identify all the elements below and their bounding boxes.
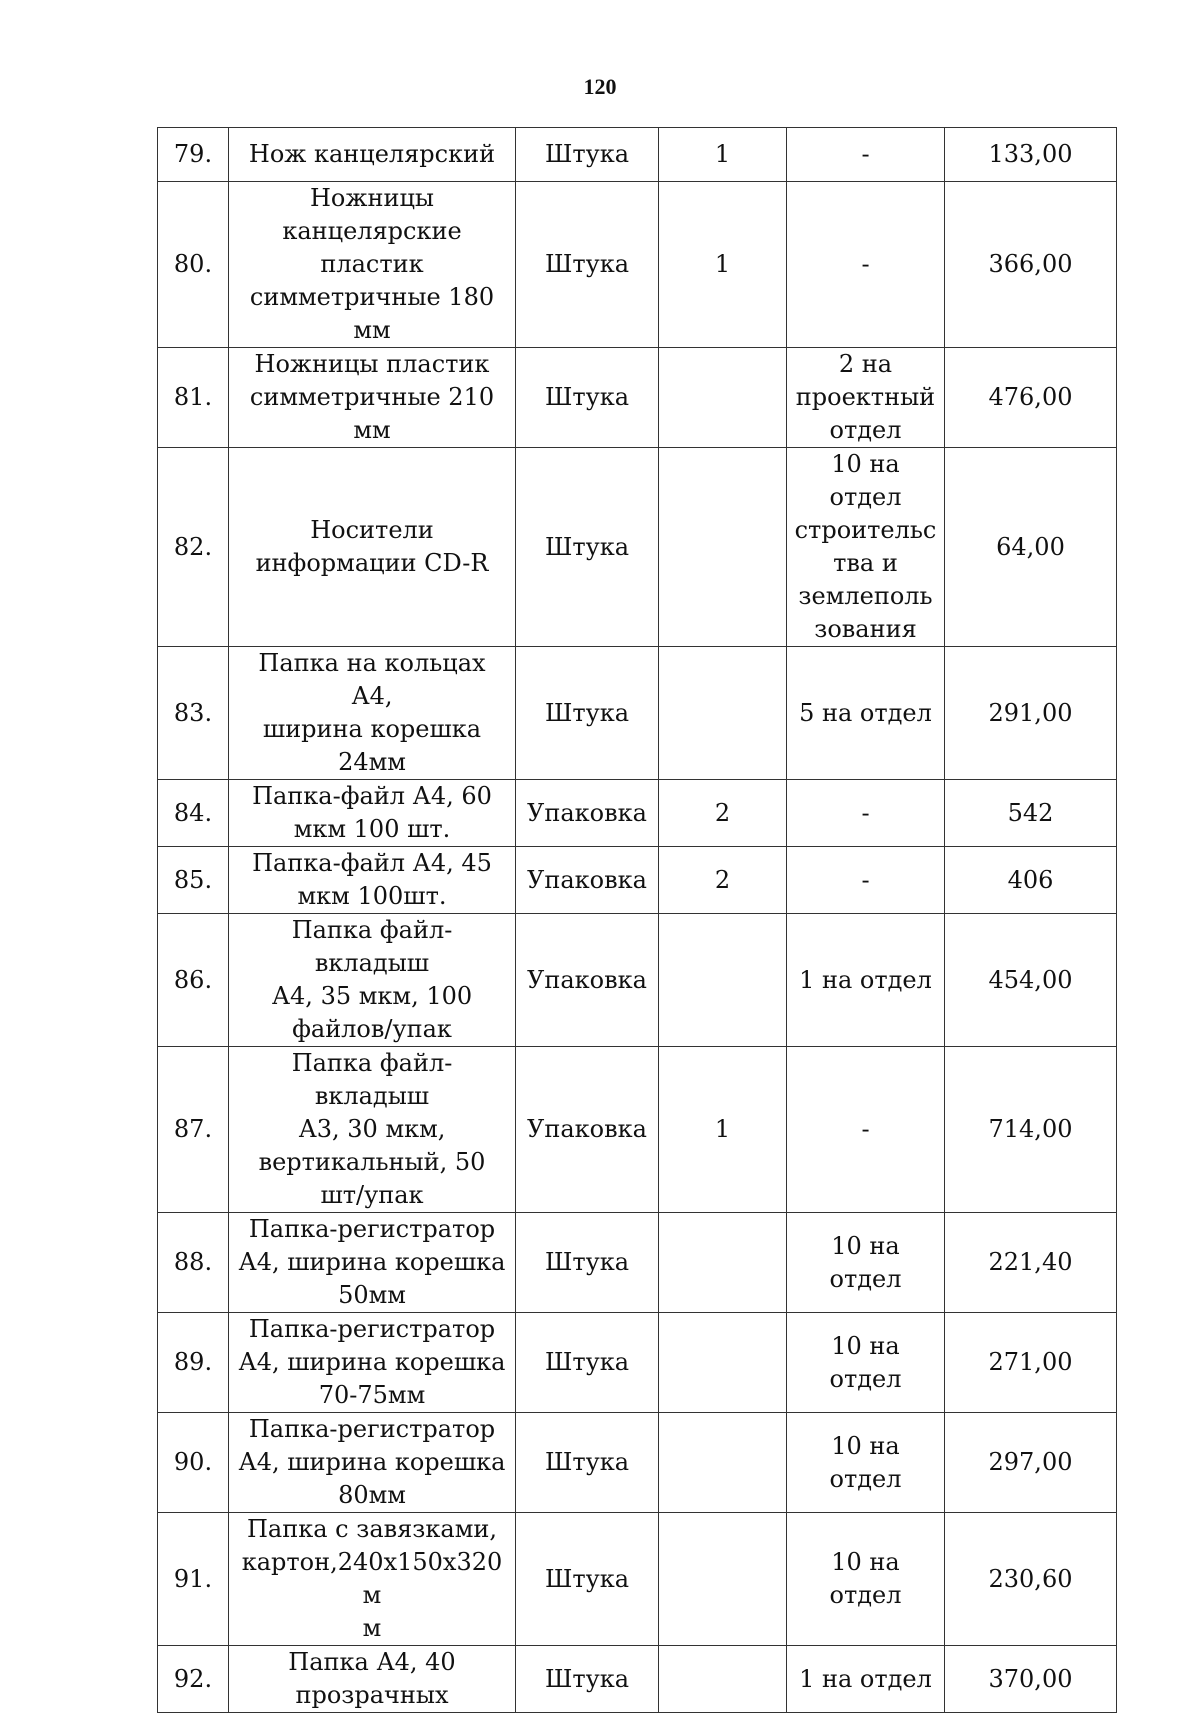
table-body (158, 128, 1117, 1713)
item-name-line: канцелярские (282, 217, 462, 245)
item-name-line: ширина корешка (262, 715, 482, 743)
norm-note-line: - (861, 250, 870, 278)
quantity (659, 448, 787, 647)
unit: Штука (516, 1513, 659, 1646)
unit: Упаковка (516, 847, 659, 914)
item-name-line: Папка файл-вкладыш (291, 1049, 453, 1110)
row-number: 91. (158, 1513, 229, 1646)
item-name-line: мм (353, 416, 391, 444)
item-name-line: А4, ширина корешка (238, 1448, 506, 1476)
norm-note (787, 1313, 945, 1413)
norm-note-line: землеполь (798, 582, 933, 610)
unit: Штука (516, 1413, 659, 1513)
item-name-line: Ножницы (310, 184, 434, 212)
item-name-line: Папка-регистратор (248, 1415, 496, 1443)
norm-note (787, 914, 945, 1047)
norm-note (787, 1213, 945, 1313)
item-name-line: 24мм (338, 748, 406, 776)
quantity (659, 1513, 787, 1646)
item-name-line: Ножницы пластик (254, 350, 490, 378)
item-name-line: мм (353, 316, 391, 344)
norm-note (787, 847, 945, 914)
item-name-line: Папка-регистратор (248, 1315, 496, 1343)
price: 542 (945, 780, 1117, 847)
norm-note-line: 2 на (838, 350, 893, 378)
price: 221,40 (945, 1213, 1117, 1313)
quantity (659, 1646, 787, 1713)
quantity (659, 1313, 787, 1413)
norm-note (787, 647, 945, 780)
table-row (158, 182, 1117, 348)
table-row (158, 448, 1117, 647)
item-name (229, 348, 516, 448)
item-name-line: вертикальный, 50 (258, 1148, 486, 1176)
table-row (158, 348, 1117, 448)
price: 370,00 (945, 1646, 1117, 1713)
norm-note-line: отдел (829, 1264, 902, 1293)
item-name (229, 1646, 516, 1713)
item-name (229, 1047, 516, 1213)
item-name-line: Папка файл-вкладыш (291, 916, 453, 977)
price: 406 (945, 847, 1117, 914)
unit: Упаковка (516, 780, 659, 847)
norm-note-line: 1 на отдел (799, 1664, 932, 1693)
item-name (229, 128, 516, 182)
row-number: 92. (158, 1646, 229, 1713)
item-name-line: Папка на кольцах А4, (258, 649, 486, 710)
row-number: 84. (158, 780, 229, 847)
price: 291,00 (945, 647, 1117, 780)
item-name-line: прозрачных (295, 1681, 449, 1709)
norm-note-line: зования (814, 615, 917, 643)
item-name-line: 80мм (338, 1481, 406, 1509)
price: 366,00 (945, 182, 1117, 348)
unit: Штука (516, 647, 659, 780)
table-row (158, 847, 1117, 914)
price: 133,00 (945, 128, 1117, 182)
item-name-line: А3, 30 мкм, (298, 1115, 446, 1143)
quantity: 1 (659, 1047, 787, 1213)
item-name-line: Носители (310, 516, 434, 544)
item-name-line: А4, ширина корешка (238, 1348, 506, 1376)
price: 297,00 (945, 1413, 1117, 1513)
item-name-line: мкм 100шт. (297, 882, 447, 910)
item-name-line: А4, 35 мкм, 100 (271, 982, 473, 1010)
unit: Штука (516, 1213, 659, 1313)
norm-note-line: отдел (829, 483, 902, 511)
norm-note-line: отдел (829, 1464, 902, 1493)
item-name-line: картон,240х150х320м (241, 1548, 503, 1609)
unit: Упаковка (516, 1047, 659, 1213)
table-row (158, 1646, 1117, 1713)
norm-note (787, 182, 945, 348)
item-name (229, 182, 516, 348)
price: 454,00 (945, 914, 1117, 1047)
unit: Штука (516, 448, 659, 647)
item-name-line: информации CD-R (255, 549, 489, 577)
quantity: 1 (659, 128, 787, 182)
row-number: 82. (158, 448, 229, 647)
table-row (158, 647, 1117, 780)
quantity (659, 1213, 787, 1313)
supplies-table (157, 127, 1117, 1713)
item-name (229, 448, 516, 647)
table-row (158, 1413, 1117, 1513)
norm-note-line: 5 на отдел (799, 698, 932, 727)
row-number: 85. (158, 847, 229, 914)
norm-note-line: - (861, 798, 870, 827)
row-number: 89. (158, 1313, 229, 1413)
unit: Упаковка (516, 914, 659, 1047)
quantity: 1 (659, 182, 787, 348)
item-name-line: Папка-регистратор (248, 1215, 496, 1243)
unit: Штука (516, 128, 659, 182)
item-name-line: пластик (320, 250, 424, 278)
norm-note (787, 1646, 945, 1713)
quantity: 2 (659, 780, 787, 847)
price: 64,00 (945, 448, 1117, 647)
norm-note-line: 10 на (831, 1548, 900, 1576)
item-name (229, 1313, 516, 1413)
unit: Штука (516, 348, 659, 448)
norm-note (787, 1047, 945, 1213)
quantity (659, 914, 787, 1047)
norm-note-line: 10 на (831, 1231, 900, 1260)
norm-note-line: отдел (829, 1581, 902, 1609)
row-number: 79. (158, 128, 229, 182)
unit: Штука (516, 1646, 659, 1713)
table-row (158, 780, 1117, 847)
item-name-line: м (362, 1614, 382, 1642)
norm-note (787, 128, 945, 182)
item-name (229, 1413, 516, 1513)
quantity (659, 1413, 787, 1513)
norm-note-line: строительс (794, 516, 937, 544)
norm-note-line: 1 на отдел (799, 965, 932, 994)
item-name-line: Папка-файл А4, 45 (252, 849, 492, 877)
unit: Штука (516, 182, 659, 348)
price: 476,00 (945, 348, 1117, 448)
unit: Штука (516, 1313, 659, 1413)
norm-note (787, 348, 945, 448)
norm-note-line: 10 на (831, 1431, 900, 1460)
item-name-line: Папка-файл А4, 60 (252, 782, 492, 810)
price: 230,60 (945, 1513, 1117, 1646)
norm-note-line: 10 на (831, 1331, 900, 1360)
norm-note (787, 448, 945, 647)
item-name (229, 847, 516, 914)
item-name-line: симметричные 210 (249, 383, 495, 411)
norm-note (787, 1413, 945, 1513)
item-name (229, 1213, 516, 1313)
item-name-line: файлов/упак (292, 1015, 452, 1043)
item-name-line: Папка с завязками, (247, 1515, 497, 1543)
price: 271,00 (945, 1313, 1117, 1413)
item-name-line: 70-75мм (318, 1381, 426, 1409)
item-name (229, 1513, 516, 1646)
item-name-line: Нож канцелярский (248, 140, 496, 168)
page-number: 120 (583, 74, 617, 99)
item-name-line: шт/упак (320, 1181, 424, 1209)
item-name-line: мкм 100 шт. (293, 815, 451, 843)
norm-note-line: тва и (833, 549, 898, 577)
quantity (659, 647, 787, 780)
item-name-line: Папка А4, 40 (288, 1648, 456, 1676)
table-row (158, 914, 1117, 1047)
quantity: 2 (659, 847, 787, 914)
quantity (659, 348, 787, 448)
norm-note-line: проектный (795, 383, 936, 411)
norm-note-line: отдел (829, 416, 902, 444)
row-number: 87. (158, 1047, 229, 1213)
table-row (158, 1213, 1117, 1313)
table-row (158, 1513, 1117, 1646)
item-name (229, 647, 516, 780)
row-number: 86. (158, 914, 229, 1047)
item-name (229, 914, 516, 1047)
norm-note-line: - (861, 1115, 870, 1143)
row-number: 90. (158, 1413, 229, 1513)
row-number: 83. (158, 647, 229, 780)
item-name-line: симметричные 180 (249, 283, 495, 311)
item-name-line: 50мм (338, 1281, 406, 1309)
table-row (158, 1313, 1117, 1413)
price: 714,00 (945, 1047, 1117, 1213)
row-number: 80. (158, 182, 229, 348)
item-name-line: А4, ширина корешка (238, 1248, 506, 1276)
item-name (229, 780, 516, 847)
norm-note (787, 1513, 945, 1646)
norm-note-line: - (861, 140, 870, 168)
table-row (158, 1047, 1117, 1213)
norm-note-line: 10 на (831, 450, 900, 478)
norm-note-line: отдел (829, 1364, 902, 1393)
row-number: 81. (158, 348, 229, 448)
norm-note-line: - (861, 865, 870, 894)
table-row (158, 128, 1117, 182)
row-number: 88. (158, 1213, 229, 1313)
norm-note (787, 780, 945, 847)
